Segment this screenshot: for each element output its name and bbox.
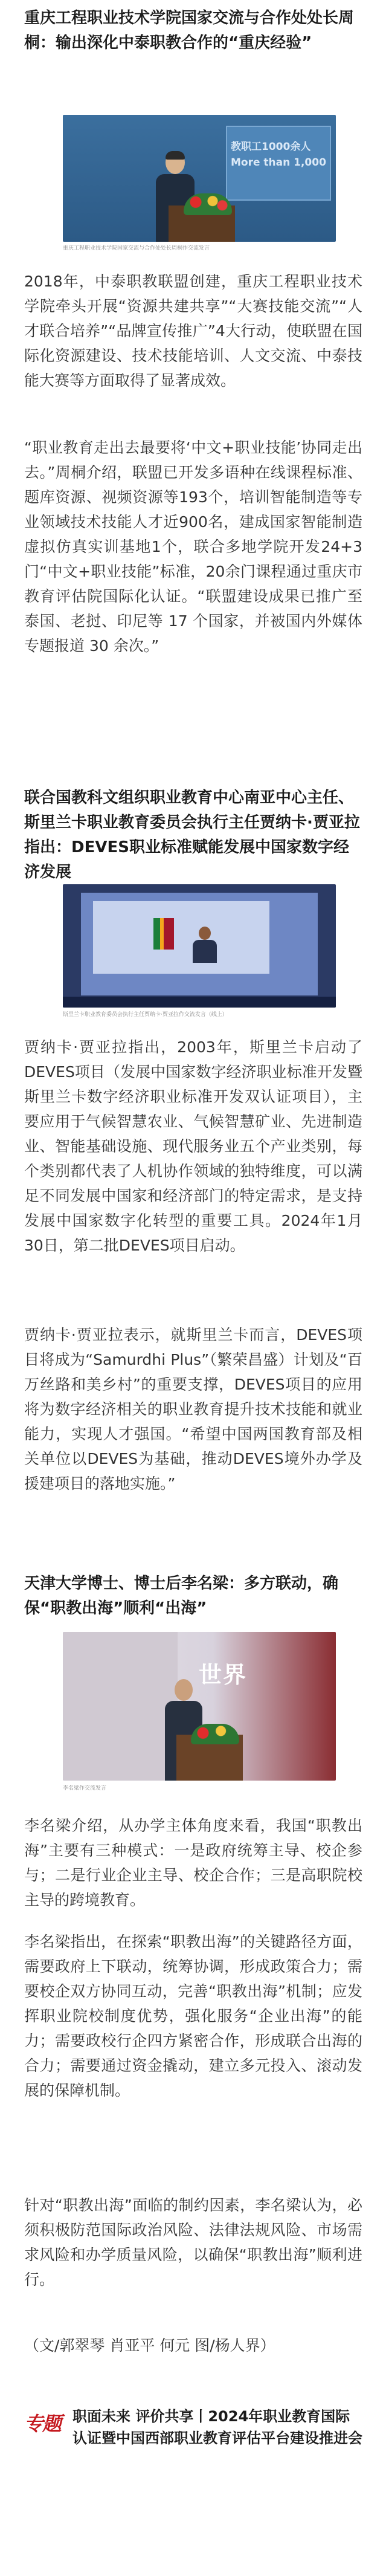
photo-caption-1: 重庆工程职业技术学院国家交流与合作处处长周桐作交流发言 [63,245,210,251]
article-photo-3 [63,1632,336,1781]
paragraph: 贾纳卡·贾亚拉表示，就斯里兰卡而言，DEVES项目将成为“Samurdhi Plus”（繁荣昌盛）计划及“百万丝路和美乡村”的重要支撑，DEVES项目的应用将为数字经济相关的职业教育提升技术技能和就业能力，实现人才强国。“希望中国两国教育部及相关单位以DEVES为基础，推动DEVES境外办学及援建项目的落地实施。” [24,1326,362,1492]
sri-lanka-flag [153,918,174,950]
paragraph: “职业教育走出去最要将‘中文+职业技能’协同走出去。”周桐介绍，联盟已开发多语种在线课程标准、题库资源、视频资源等193个，培训智能制造等专业领域技术技能人才近900名，建成国家智能制造虚拟仿真实训基地1个，联合多地学院开发24+3门“中文+职业技能”标准，20余门课程通过重庆市教育评估院国际化认证。“联盟建设成果已推广至泰国、老挝、印尼等 17 个国家，并被国内外媒体专题报道 30 余次。” [24,439,362,655]
remote-speaker [193,927,217,963]
backdrop-panel [63,1632,178,1781]
related-article-link[interactable]: 职面未来 评价共享丨2024年职业教育国际认证暨中国西部职业教育评估平台建设推进会 [72,2408,362,2447]
backdrop-text: 世界 [199,1662,248,1688]
paragraph: 贾纳卡·贾亚拉指出，2003年，斯里兰卡启动了DEVES项目（发展中国家数字经济职业标准开发暨斯里兰卡数字经济职业标准开发双认证项目），主要应用于气候智慧农业、气候智慧矿业、先进制造业、智能基础设施、现代服务业五个产业类别，每个类别都代表了人机协作领域的独特维度，可以满足不同发展中国家和经济部门的特定需求，是支持发展中国家数字化转型的重要工具。2024年1月30日，第二批DEVES项目启动。 [24,1038,362,1254]
photo-caption-2: 斯里兰卡职业教育委员会执行主任贾纳卡·贾亚拉作交流发言（线上） [63,1012,228,1018]
paragraph: 针对“职教出海”面临的制约因素，李名梁认为，必须积极防范国际政治风险、法律法规风险、市场需求风险和办学质量风险，以确保“职教出海”顺利进行。 [24,2196,362,2288]
article-photo-1 [63,115,336,242]
flower-arrangement [191,1724,239,1744]
section-heading-2: 联合国教科文组织职业教育中心南亚中心主任、斯里兰卡职业教育委员会执行主任贾纳卡·贾亚拉指出：DEVES职业标准赋能发展中国家数字经济发展 [24,789,360,881]
section-heading-3: 天津大学博士、博士后李名梁：多方联动，确保“职教出海”顺利“出海” [24,1574,339,1617]
paragraph: 李名梁介绍，从办学主体角度来看，我国“职教出海”主要有三种模式：一是政府统筹主导、校企参与；二是行业企业主导、校企合作；三是高职院校主导的跨境教育。 [24,1817,362,1909]
paragraph: 2018年，中泰职教联盟创建，重庆工程职业技术学院牵头开展“资源共建共享”“大赛技能交流”“人才联合培养”“品牌宣传推广”4大行动，使联盟在国际化资源建设、技术技能培训、人文交流、中泰技能大赛等方面取得了显著成效。 [24,273,362,389]
stage [63,997,336,1008]
backdrop-screen [226,126,331,201]
special-topic-logo: 专题 [24,2412,61,2435]
paragraph: 李名梁指出，在探索“职教出海”的关键路径方面，需要政府上下联动，统筹协调，形成政策合力；需要校企双方协同互动，完善“职教出海”机制；应发挥职业院校制度优势，强化服务“企业出海”的能力；需要政校行企四方紧密合作，形成联合出海的合力；需要通过资金撬动，建立多元投入、滚动发展的保障机制。 [24,1933,362,2099]
article-photo-2 [63,884,336,1008]
section-heading-1: 重庆工程职业技术学院国家交流与合作处处长周桐：输出深化中泰职教合作的“重庆经验” [24,9,355,52]
byline: （文/郭翠琴 肖亚平 何元 图/杨人界） [24,2337,275,2354]
flower-arrangement [184,193,232,215]
video-feed [93,901,269,974]
photo-caption-3: 李名梁作交流发言 [63,1785,107,1791]
screen-text: 教职工1000余人 More than 1,000 [231,141,326,169]
